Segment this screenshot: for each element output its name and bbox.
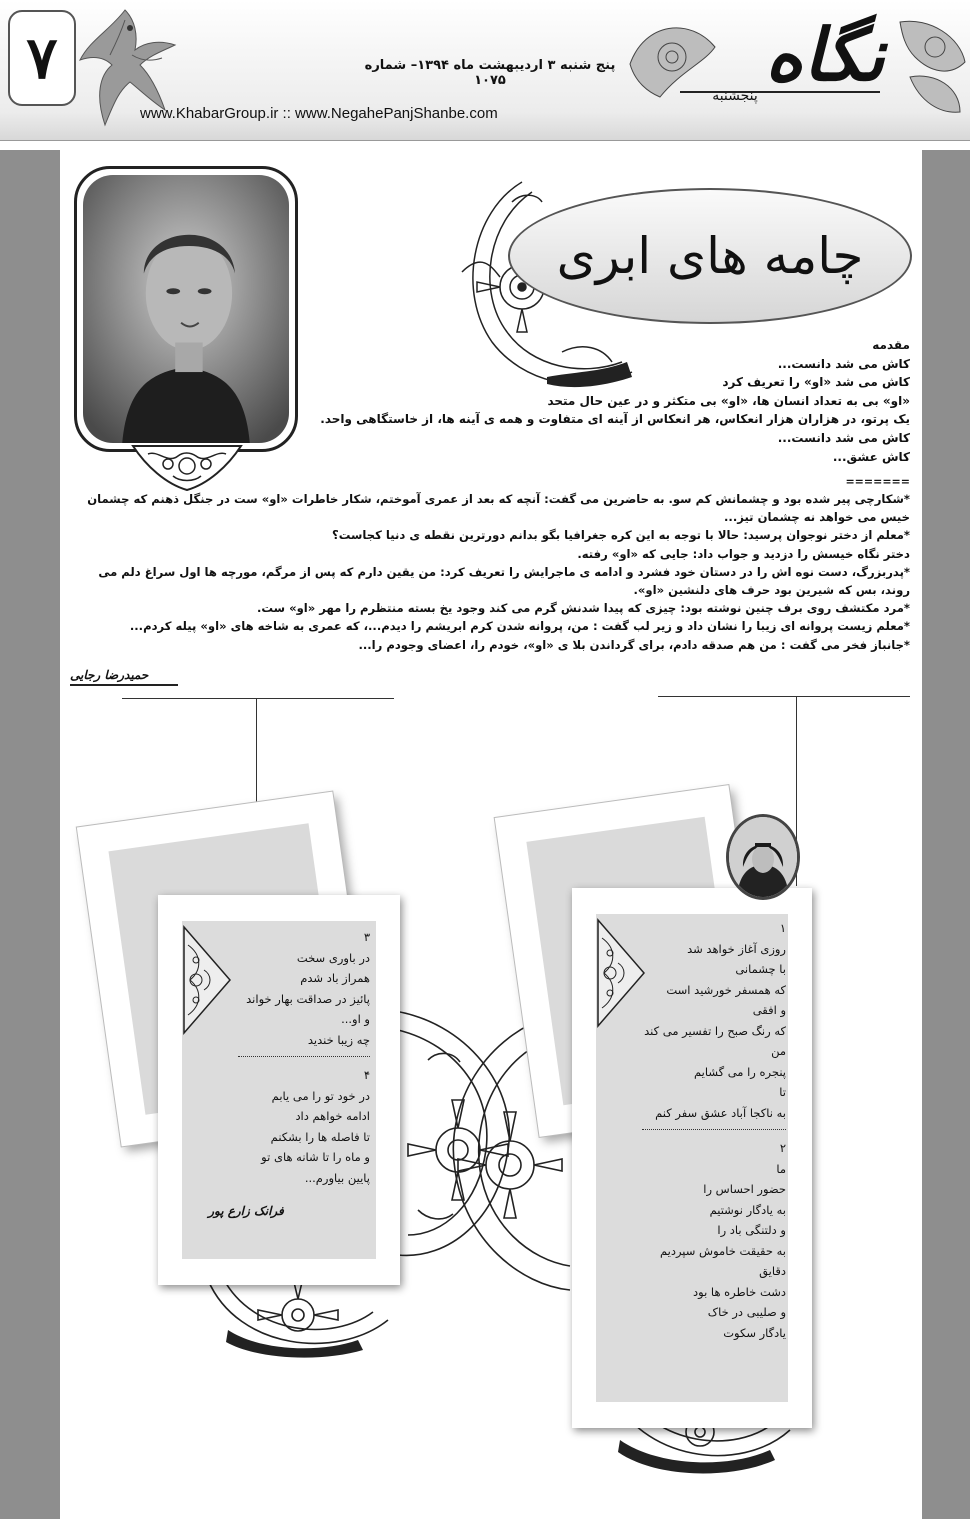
poem-line: یادگار سکوت [723, 1325, 786, 1340]
poem-line: پائیز در صداقت بهار خواند [246, 991, 370, 1006]
story-paragraph: *مرد مکتشف روی برف چنین نوشته بود: چیزی که پیدا شدنش گرم می کند وجود یخ بسته منتظرم را مهر «او» ست. [256, 601, 910, 616]
poem-line: تا [779, 1085, 786, 1099]
intro-line: کاش می شد دانست... [777, 356, 910, 371]
poem-line: پایین بیاورم... [304, 1170, 370, 1185]
page-header [0, 0, 970, 141]
poem-line: دقایق [759, 1264, 786, 1278]
intro-line: «او» بی به تعداد انسان ها، «او» بی متکثر و در عین حال متحد [547, 393, 910, 408]
poem-line: به ناکجا آباد عشق سفر کنم [655, 1105, 786, 1120]
poet-name-left: فرانک زارع پور [208, 1204, 284, 1218]
frame-right-bar [922, 150, 970, 1519]
poem-line: ما [776, 1161, 786, 1176]
masthead-logo [620, 2, 970, 127]
title-badge [508, 188, 912, 324]
poem-line: همراز باد شدم [300, 971, 370, 985]
frame-left-bar [0, 150, 60, 1519]
poem-divider [238, 1056, 370, 1057]
poem-text-left [238, 927, 370, 1188]
poem-line: با چشمانی [735, 962, 786, 976]
intro-line: کاش می شد دانست... [777, 430, 910, 445]
poem-card-left [158, 895, 400, 1285]
poem-section-number: ۳ [363, 930, 370, 944]
poem-line: و افقی [752, 1003, 786, 1017]
poem-line: و او... [341, 1012, 370, 1026]
poem-section-number: ۱ [779, 921, 786, 935]
poem-line: چه زیبا خندید [307, 1032, 370, 1047]
poem-line: پنجره را می گشایم [693, 1064, 786, 1079]
website-urls[interactable]: www.KhabarGroup.ir :: www.NegahePanjShanbe.com [140, 105, 498, 122]
poem-text-right [642, 918, 786, 1343]
story-paragraph: *جانباز فخر می گفت : من هم صدقه دادم، برای گرداندن بلا ی «او»، خودم را، اعضای وجودم را... [358, 637, 910, 652]
article-author: حمیدرضا رجایی [70, 668, 149, 682]
story-paragraph: *پدربزرگ، دست نوه اش را در دستان خود فشرد و ادامه ی ماجرایش را تعریف کرد: من یقین دارم که پس از مرگم، مورچه ها اول سراغ دلم می روند، بس که شیرین بود حرف های دلنشین «او». [98, 564, 910, 598]
story-paragraph: *شکارچی پیر شده بود و چشمانش کم سو. به حاضرین می گفت: آنچه که بعد از عمری آموختم، شکار خاطرات «او» ست در جنگل ذهنم که چشمان خیس می خواهد نه چشمان تیز... [87, 492, 910, 525]
issue-date-line: پنج شنبه ۳ اردیبهشت ماه ۱۳۹۴– شماره ۱۰۷۵ [364, 58, 616, 88]
poem-line: در خود تو را می یابم [271, 1088, 370, 1103]
corner-ornament-icon [182, 925, 232, 1035]
poem-section-number: ۲ [779, 1141, 786, 1155]
poem-divider [642, 1129, 786, 1130]
intro-line: کاش می شد «او» را تعریف کرد [722, 375, 910, 390]
poem-section-number: ۴ [363, 1068, 370, 1082]
poem-line: دشت خاطره ها بود [693, 1284, 786, 1299]
intro-heading: مقدمه [872, 338, 910, 352]
corner-ornament-icon [596, 918, 646, 1028]
author-photo [83, 175, 289, 443]
author-underline [70, 684, 178, 686]
story-paragraph: *معلم از دختر نوجوان پرسید: حالا با توجه به این کره جغرافیا بگو بدانم دورترین نقطه ی دنیا کجاست؟ [332, 528, 910, 543]
author-photo-frame [74, 166, 298, 452]
poem-card-right [572, 888, 812, 1428]
poem-line: که رنگ صبح را تفسیر می کند [644, 1023, 786, 1038]
page-number-box [8, 10, 76, 106]
connector-line [122, 698, 394, 699]
poem-line: و صلیبی در خاک [707, 1305, 786, 1319]
stories-block [70, 490, 910, 654]
intro-line: یک پرتو، در هزاران هزار انعکاس، هر انعکاس از آینه ای متفاوت و همه ی آینه ها، از خاستگاهی واحد. [320, 412, 910, 427]
poem-line: به حقیقت خاموش سپردیم [659, 1243, 786, 1258]
page-number: ۷ [26, 24, 58, 92]
poem-line: ادامه خواهم داد [295, 1109, 370, 1123]
story-paragraph: *معلم زیست پروانه ای زیبا را نشان داد و زیر لب گفت : من، پروانه شدن کرم ابریشم را دیدم...، که عمری به شاخه های «او» پیله کردم... [129, 619, 910, 634]
logo-sub-text: پنجشنبه [712, 88, 758, 104]
logo-main-text: نگاه [765, 12, 885, 97]
poem-line: و ماه را تا شانه های تو [261, 1150, 370, 1164]
article-title: چامه های ابری [556, 227, 864, 285]
poet-portrait-icon [729, 817, 797, 897]
connector-line [658, 696, 910, 697]
poem-line: به یادگار نوشتیم [709, 1202, 786, 1217]
poem-line: روزی آغاز خواهد شد [687, 941, 786, 956]
section-divider: ======= [845, 475, 910, 488]
intro-block [320, 336, 910, 466]
photo-ornament-icon [128, 436, 246, 492]
intro-line: کاش عشق... [832, 449, 910, 464]
story-paragraph: دختر نگاه خیسش را دزدید و جواب داد: جایی که «او» رفته. [577, 546, 910, 561]
poet-photo [726, 814, 800, 900]
poem-line: و دلتنگی باد را [717, 1223, 786, 1237]
poem-line: تا فاصله ها را بشکنم [270, 1129, 370, 1144]
poem-line: من [771, 1044, 786, 1058]
poem-line: که همسفر خورشید است [666, 982, 786, 997]
poem-line: حضور احساس را [703, 1182, 786, 1196]
poem-line: در باوری سخت [296, 950, 370, 965]
